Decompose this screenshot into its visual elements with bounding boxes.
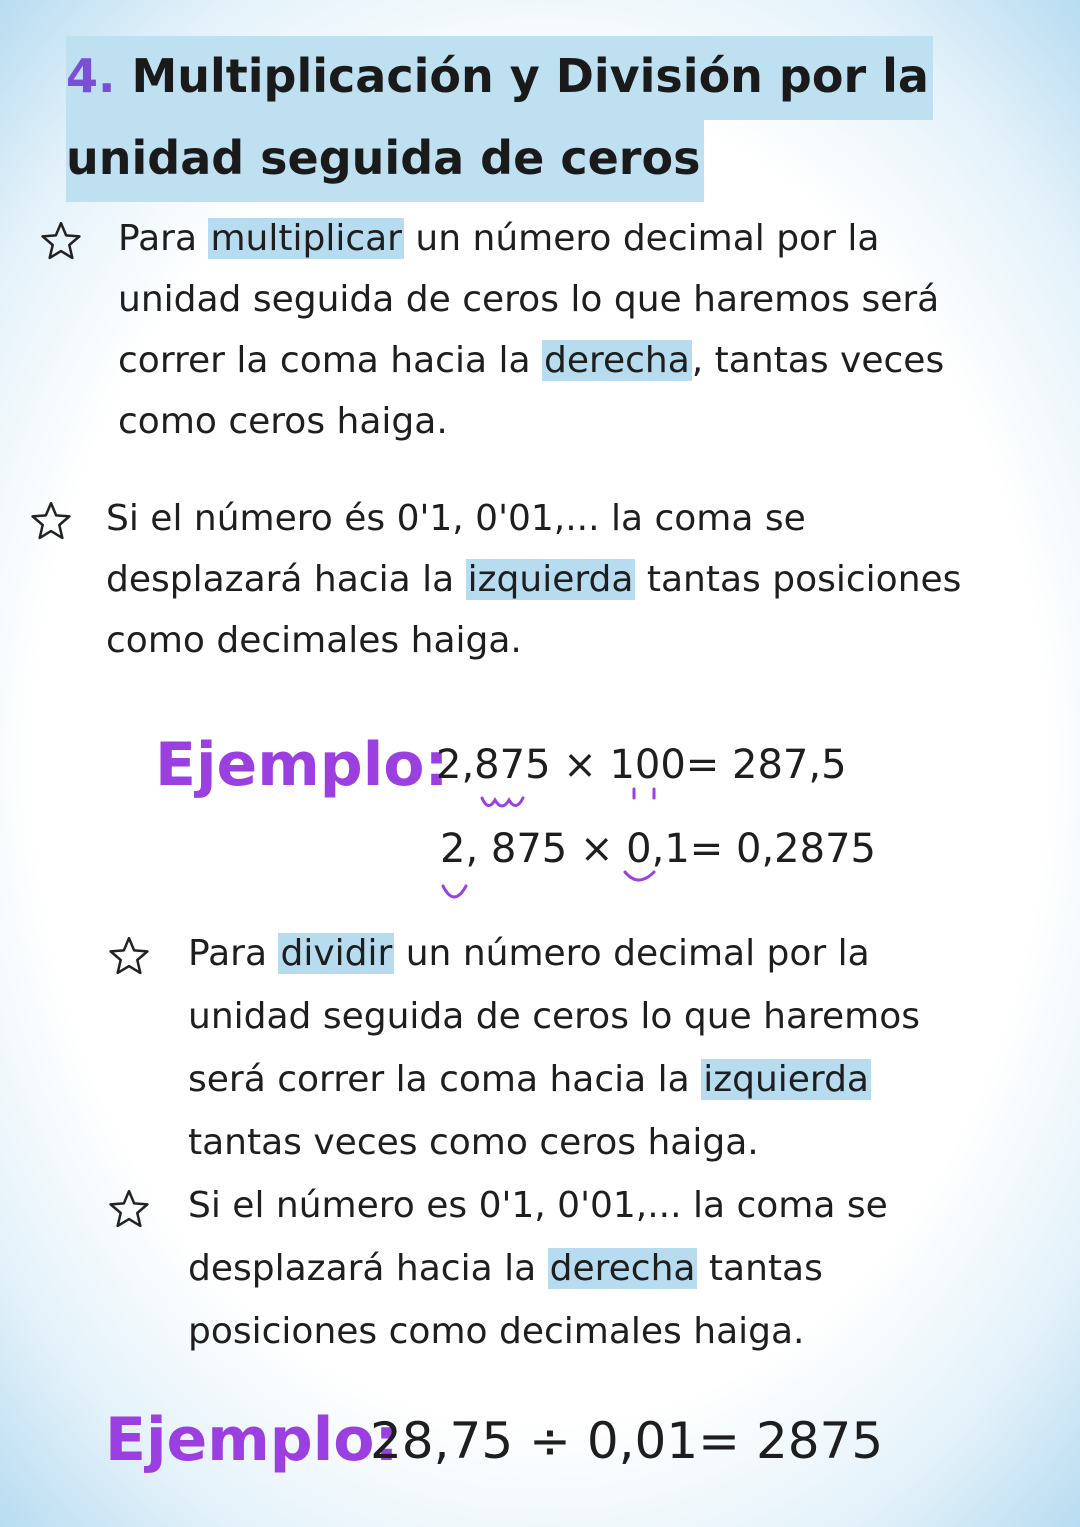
example2-equation: 28,75 ÷ 0,01= 2875 xyxy=(370,1412,884,1470)
comma-jump-mark xyxy=(620,868,660,886)
section1-paragraph-1 xyxy=(118,208,944,452)
text: Si el número es 0'1, 0'01,... la coma se xyxy=(188,1185,888,1226)
example-label-2: Ejemplo: xyxy=(105,1405,399,1475)
zero-tick-mark xyxy=(626,786,666,802)
text: tantas veces como ceros haiga. xyxy=(188,1122,759,1163)
text: tantas xyxy=(697,1248,823,1289)
star-outline-icon xyxy=(108,935,150,977)
star-outline-icon xyxy=(40,220,82,262)
section2-paragraph-2 xyxy=(188,1174,888,1363)
title-line-2 xyxy=(66,118,704,202)
comma-jump-mark xyxy=(438,878,474,908)
text: Si el número és 0'1, 0'01,... la coma se xyxy=(106,498,806,539)
text: un número decimal por la xyxy=(394,933,870,974)
text: tantas posiciones xyxy=(635,559,962,600)
text: correr la coma hacia la xyxy=(118,340,542,381)
text: Para xyxy=(118,218,209,259)
section2-paragraph-1 xyxy=(188,922,920,1174)
example1-equation-2: 2, 875 × 0,1= 0,2875 xyxy=(440,826,876,872)
text: desplazará hacia la xyxy=(106,559,466,600)
text: como ceros haiga. xyxy=(118,401,448,442)
title-text-2: unidad seguida de ceros xyxy=(66,131,701,185)
text: Para xyxy=(188,933,279,974)
highlight-derecha: derecha xyxy=(549,1248,696,1289)
section1-paragraph-2 xyxy=(106,488,961,671)
comma-jump-mark xyxy=(478,794,538,816)
example-label-1: Ejemplo: xyxy=(155,730,449,800)
highlight-dividir: dividir xyxy=(280,933,393,974)
text: un número decimal por la xyxy=(403,218,880,259)
example1-equation-1: 2,875 × 100= 287,5 xyxy=(436,742,847,788)
highlight-izquierda: izquierda xyxy=(467,559,634,600)
title-number: 4. xyxy=(66,49,116,103)
title-line-1 xyxy=(66,36,933,120)
text: unidad seguida de ceros lo que haremos será xyxy=(118,279,940,320)
text: posiciones como decimales haiga. xyxy=(188,1311,805,1352)
highlight-izquierda: izquierda xyxy=(703,1059,869,1100)
text: será correr la coma hacia la xyxy=(188,1059,702,1100)
text: unidad seguida de ceros lo que haremos xyxy=(188,996,921,1037)
star-outline-icon xyxy=(108,1188,150,1230)
text: como decimales haiga. xyxy=(106,620,522,661)
text: , tantas veces xyxy=(691,340,945,381)
title-text-1: Multiplicación y División por la xyxy=(131,49,929,103)
star-outline-icon xyxy=(30,500,72,542)
highlight-multiplicar: multiplicar xyxy=(210,218,402,259)
text: desplazará hacia la xyxy=(188,1248,548,1289)
highlight-derecha: derecha xyxy=(543,340,690,381)
